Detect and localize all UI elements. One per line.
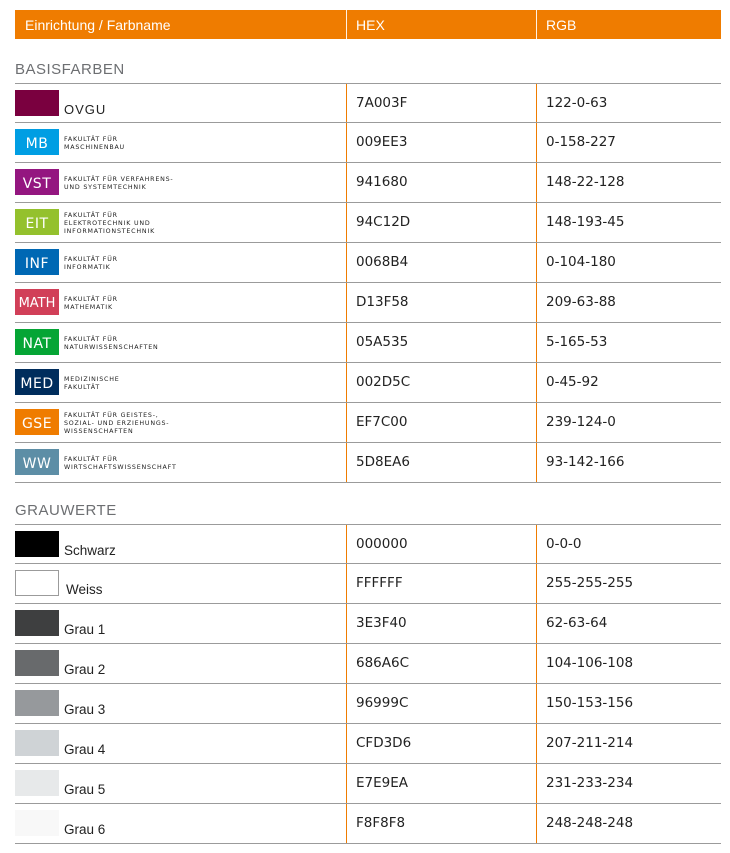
- header-col-hex: HEX: [356, 17, 385, 33]
- faculty-abbr: MATH: [18, 296, 56, 311]
- rgb-value: 207-211-214: [546, 735, 634, 751]
- description-line: SOZIAL- UND ERZIEHUNGS-: [64, 420, 170, 427]
- rgb-value: 104-106-108: [546, 655, 634, 671]
- column-divider: [536, 323, 537, 362]
- column-divider: [536, 163, 537, 202]
- hex-value: EF7C00: [356, 414, 408, 430]
- color-swatch: [15, 90, 59, 116]
- faculty-abbr: EIT: [25, 216, 49, 232]
- hex-value: FFFFFF: [356, 575, 403, 591]
- table-row: [15, 123, 721, 163]
- description-line: FAKULTÄT FÜR VERFAHRENS-: [64, 176, 174, 183]
- rgb-value: 248-248-248: [546, 815, 634, 831]
- table-row: [15, 684, 721, 724]
- column-divider: [536, 724, 537, 763]
- faculty-description: [64, 376, 120, 392]
- rgb-value: 0-158-227: [546, 134, 616, 150]
- rgb-value: 5-165-53: [546, 334, 608, 350]
- faculty-description: [64, 296, 118, 312]
- column-divider: [346, 525, 347, 563]
- table-row: [15, 564, 721, 604]
- table-row: [15, 724, 721, 764]
- hex-value: 05A535: [356, 334, 409, 350]
- column-divider: [346, 163, 347, 202]
- hex-value: 002D5C: [356, 374, 411, 390]
- table-row: [15, 764, 721, 804]
- hex-value: E7E9EA: [356, 775, 409, 791]
- column-divider: [346, 764, 347, 803]
- table-row: [15, 403, 721, 443]
- faculty-abbr: MB: [25, 136, 49, 152]
- rgb-value: 62-63-64: [546, 615, 608, 631]
- column-divider: [346, 203, 347, 242]
- table-row: [15, 83, 721, 123]
- hex-value: 7A003F: [356, 95, 408, 111]
- rgb-value: 231-233-234: [546, 775, 634, 791]
- table-row: [15, 443, 721, 483]
- table-row: [15, 804, 721, 844]
- rgb-value: 150-153-156: [546, 695, 634, 711]
- rgb-value: 122-0-63: [546, 95, 608, 111]
- description-line: FAKULTÄT FÜR: [64, 296, 118, 303]
- faculty-description: [64, 176, 173, 192]
- description-line: FAKULTÄT FÜR: [64, 456, 118, 463]
- table-row: [15, 524, 721, 564]
- rgb-value: 239-124-0: [546, 414, 616, 430]
- color-name: Schwarz: [64, 543, 116, 558]
- color-name: Grau 3: [64, 702, 106, 717]
- color-swatch: [15, 650, 59, 676]
- color-name: Grau 5: [64, 782, 106, 797]
- column-divider: [536, 604, 537, 643]
- faculty-abbr: VST: [22, 176, 52, 192]
- column-divider: [346, 243, 347, 282]
- table-row: [15, 604, 721, 644]
- column-divider: [346, 283, 347, 322]
- section-title-basisfarben: BASISFARBEN: [15, 61, 125, 78]
- basisfarben-table: [15, 83, 721, 483]
- table-row: [15, 283, 721, 323]
- column-divider: [536, 403, 537, 442]
- color-name: OVGU: [64, 102, 107, 117]
- hex-value: 94C12D: [356, 214, 411, 230]
- description-line: INFORMATIONSTECHNIK: [64, 228, 155, 235]
- color-name: Grau 4: [64, 742, 106, 757]
- header-col-rgb: RGB: [546, 17, 577, 33]
- hex-value: 0068B4: [356, 254, 409, 270]
- hex-value: 96999C: [356, 695, 409, 711]
- color-swatch: [15, 570, 59, 596]
- description-line: FAKULTÄT FÜR: [64, 256, 118, 263]
- hex-value: 941680: [356, 174, 408, 190]
- hex-value: 000000: [356, 536, 408, 552]
- column-divider: [536, 84, 537, 122]
- column-divider: [536, 283, 537, 322]
- table-row: [15, 644, 721, 684]
- description-line: MASCHINENBAU: [64, 144, 125, 151]
- column-divider: [536, 443, 537, 482]
- faculty-abbr: INF: [24, 256, 50, 272]
- column-divider: [346, 323, 347, 362]
- column-divider: [346, 804, 347, 843]
- column-divider: [346, 123, 347, 162]
- faculty-description: [64, 412, 169, 436]
- column-divider: [346, 724, 347, 763]
- column-divider: [346, 604, 347, 643]
- column-divider: [536, 804, 537, 843]
- column-divider: [346, 84, 347, 122]
- faculty-abbr: MED: [20, 376, 54, 392]
- hex-value: 5D8EA6: [356, 454, 410, 470]
- hex-value: D13F58: [356, 294, 409, 310]
- rgb-value: 0-104-180: [546, 254, 616, 270]
- header-divider: [536, 10, 537, 39]
- color-name: Weiss: [66, 582, 103, 597]
- color-swatch: [15, 810, 59, 836]
- column-divider: [536, 644, 537, 683]
- header-divider: [346, 10, 347, 39]
- hex-value: 686A6C: [356, 655, 410, 671]
- faculty-description: [64, 456, 177, 472]
- description-line: MEDIZINISCHE: [64, 376, 120, 383]
- description-line: FAKULTÄT FÜR GEISTES-,: [64, 412, 159, 419]
- hex-value: F8F8F8: [356, 815, 406, 831]
- rgb-value: 255-255-255: [546, 575, 634, 591]
- description-line: WIRTSCHAFTSWISSENSCHAFT: [64, 464, 177, 471]
- column-divider: [536, 525, 537, 563]
- grauwerte-table: [15, 524, 721, 844]
- hex-value: CFD3D6: [356, 735, 412, 751]
- column-divider: [536, 684, 537, 723]
- rgb-value: 0-0-0: [546, 536, 582, 552]
- description-line: WISSENSCHAFTEN: [64, 428, 134, 435]
- color-name: Grau 2: [64, 662, 106, 677]
- description-line: FAKULTÄT FÜR: [64, 136, 118, 143]
- column-divider: [346, 403, 347, 442]
- rgb-value: 0-45-92: [546, 374, 599, 390]
- color-swatch: [15, 610, 59, 636]
- faculty-description: [64, 256, 118, 272]
- hex-value: 009EE3: [356, 134, 408, 150]
- table-row: [15, 163, 721, 203]
- column-divider: [346, 363, 347, 402]
- faculty-description: [64, 336, 159, 352]
- faculty-abbr: GSE: [21, 416, 53, 432]
- description-line: FAKULTÄT FÜR: [64, 336, 118, 343]
- color-swatch: [15, 730, 59, 756]
- description-line: FAKULTÄT: [64, 384, 100, 391]
- column-divider: [536, 123, 537, 162]
- table-row: [15, 363, 721, 403]
- hex-value: 3E3F40: [356, 615, 407, 631]
- rgb-value: 209-63-88: [546, 294, 616, 310]
- description-line: UND SYSTEMTECHNIK: [64, 184, 147, 191]
- description-line: NATURWISSENSCHAFTEN: [64, 344, 159, 351]
- section-title-grauwerte: GRAUWERTE: [15, 502, 117, 519]
- column-divider: [536, 363, 537, 402]
- column-divider: [346, 443, 347, 482]
- rgb-value: 148-22-128: [546, 174, 625, 190]
- faculty-description: [64, 136, 125, 152]
- rgb-value: 93-142-166: [546, 454, 625, 470]
- faculty-description: [64, 212, 155, 236]
- color-swatch: [15, 770, 59, 796]
- column-divider: [536, 564, 537, 603]
- faculty-abbr: NAT: [22, 336, 52, 352]
- description-line: INFORMATIK: [64, 264, 111, 271]
- color-name: Grau 6: [64, 822, 106, 837]
- column-divider: [536, 243, 537, 282]
- color-name: Grau 1: [64, 622, 106, 637]
- table-row: [15, 323, 721, 363]
- table-row: [15, 243, 721, 283]
- rgb-value: 148-193-45: [546, 214, 625, 230]
- description-line: FAKULTÄT FÜR: [64, 212, 118, 219]
- column-divider: [536, 764, 537, 803]
- table-row: [15, 203, 721, 243]
- column-divider: [346, 564, 347, 603]
- column-divider: [346, 644, 347, 683]
- description-line: ELEKTROTECHNIK UND: [64, 220, 151, 227]
- color-swatch: [15, 531, 59, 557]
- table-header: [15, 10, 721, 39]
- description-line: MATHEMATIK: [64, 304, 113, 311]
- color-swatch: [15, 690, 59, 716]
- column-divider: [536, 203, 537, 242]
- column-divider: [346, 684, 347, 723]
- header-col-name: Einrichtung / Farbname: [25, 17, 171, 33]
- faculty-abbr: WW: [22, 456, 52, 472]
